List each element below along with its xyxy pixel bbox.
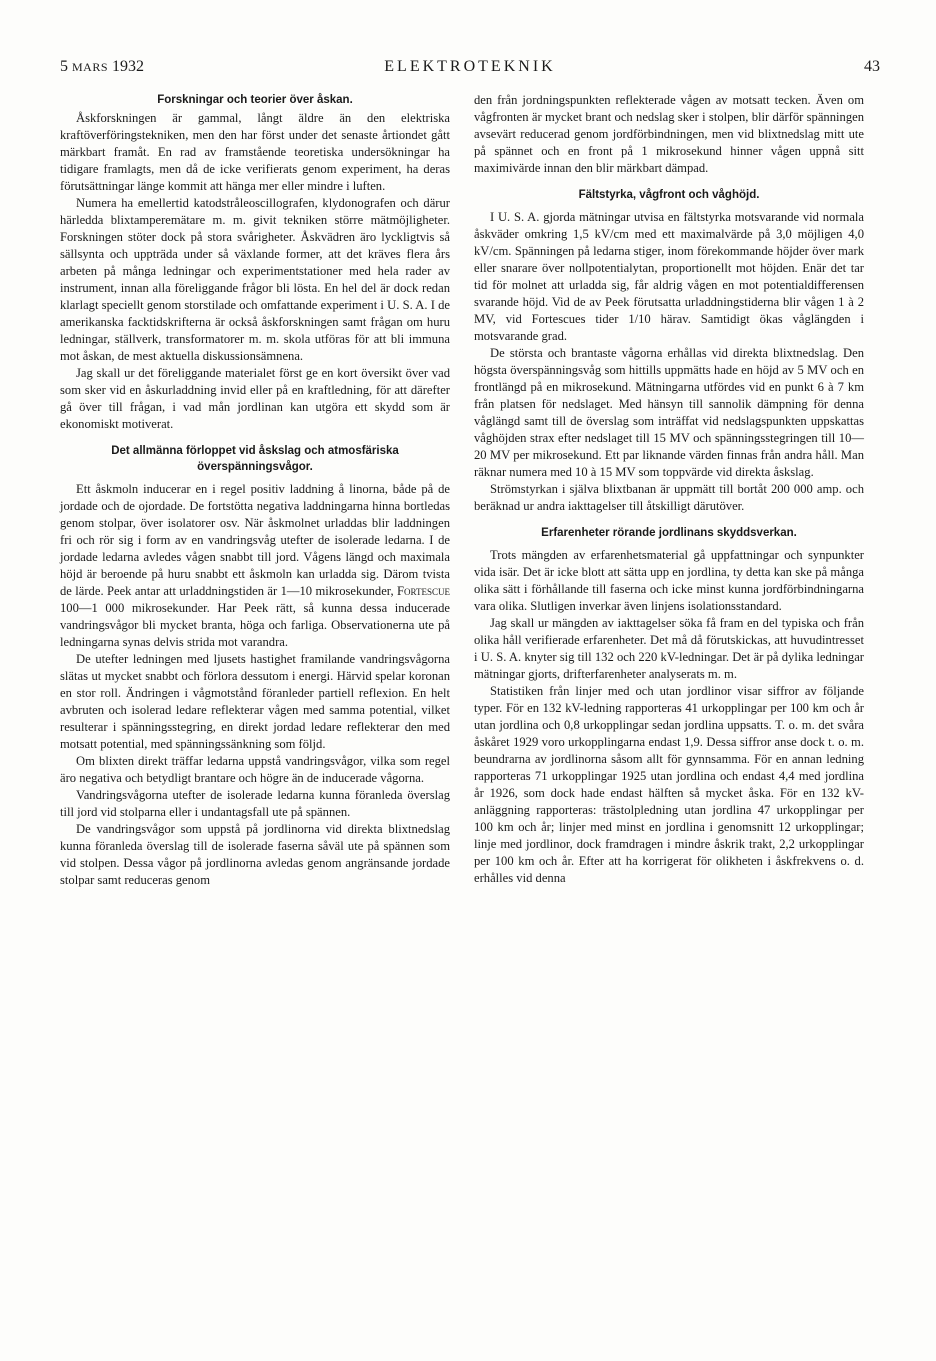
section-heading: Det allmänna förloppet vid åskslag och atmosfäriska överspänningsvågor.: [111, 445, 399, 473]
issue-date: 5 MARS 1932: [60, 58, 145, 75]
paragraph: Trots mängden av erfarenhetsmaterial gå uppfattningar och synpunkter vida isär. Det är icke blott att sätta upp en jordlina, ty detta kan ske på många olika sätt i förhållande till faserna och icke minst kunna jordförbindningarna vara olika. Slutligen inverkar även linjens isolationsstandard.: [474, 548, 864, 613]
journal-title: ELEKTROTEKNIK: [384, 58, 556, 75]
section-heading: Forskningar och teorier över åskan.: [157, 94, 353, 106]
paragraph: Ett åskmoln inducerar en i regel positiv laddning å linorna, både på de jordade och de ojordade. De fortstötta negativa laddningarna hinna bortledas genom stolpar, över isolatorer osv. När åskmolnet urladdas blir laddningen fri och rör sig i form av en vandringsvåg utefter de isolerade ledarna. I de jordade ledarna avledes vågen snabbt till jord. Vågens längd och maximala höjd är beroende på huru snabbt ett åskmoln kan urladda sig. Därom tvista de lärde. Peek antar att urladdningstiden är 1—10 mikrosekunder, Fortescue 100—1 000 mikrosekunder. Har Peek rätt, så kunna dessa inducerade vandringsvågor bli mycket branta, höga och farliga. Observationerna ute på ledningarna synas delvis strida mot varandra.: [60, 482, 450, 649]
section-heading: Fältstyrka, vågfront och våghöjd.: [578, 189, 760, 201]
paragraph: den från jordningspunkten reflekterade vågen av motsatt tecken. Även om vågfronten är mycket brant och nedslag sker i stolpen, blir därför spänningen avsevärt reducerad genom jordförbindningen, men vid blixtnedslag mitt ute på spännet och en front på 1 mikrosekund hinner vågen uppnå sitt maximivärde innan den blir märkbart dämpad.: [474, 93, 864, 175]
paragraph: De största och brantaste vågorna erhållas vid direkta blixtnedslag. Den högsta överspänningsvåg som hittills uppmätts hade en höjd av 5 MV och en frontlängd på en mikrosekund. Mätningarna utfördes vid en punkt 6 à 7 km från platsen för nedslaget. Med hänsyn till sannolik dämpning för denna våglängd samt till de överslag som inträffat vid nedslagspunkten uppskattas våghöjden strax efter nedslaget till 15 MV och spänningsstegringen till 10—20 MV per mikrosekund. Ett par liknande värden finnas från andra håll. Man räknar numera med 10 à 15 MV som toppvärde vid direkta åskslag.: [474, 346, 864, 479]
left-column: [60, 92, 450, 889]
page-number: 43: [864, 58, 880, 75]
paragraph: Åskforskningen är gammal, långt äldre än den elektriska kraftöverföringstekniken, men den har först under det senaste årtiondet gått märkbart framåt. En rad av framstående teoretiska undersökningar ha tidigare framlagts, men då de icke verifierats genom experiment, ha deras förutsättningar länge kommit att hänga mer eller mindre i luften.: [60, 111, 450, 193]
paragraph: Vandringsvågorna utefter de isolerade ledarna kunna föranleda överslag till jord vid stolparna eller i undantagsfall ute på spännen.: [60, 788, 450, 819]
paragraph: Om blixten direkt träffar ledarna uppstå vandringsvågor, vilka som regel äro negativa och betydligt brantare och högre än de inducerade vågorna.: [60, 754, 450, 785]
author-name: Fortescue: [397, 584, 450, 598]
paragraph: Jag skall ur mängden av iakttagelser söka få fram en del typiska och från olika håll verifierade erfarenheter. Det må då förutskickas, att huvudintresset i U. S. A. knyter sig till 132 och 220 kV-ledningar. Det är på dylika ledningar mätningar gjorts, drifterfarenheter analyserats m. m.: [474, 616, 864, 681]
paragraph: Statistiken från linjer med och utan jordlinor visar siffror av följande typer. För en 132 kV-ledning rapporteras 41 urkopplingar per 100 km och år utan jordlina och 0,8 urkopplingar sedan jordlina uppsatts. T. o. m. det svåra åskåret 1929 voro urkopplingarna endast 1,9. Dessa siffror anse dock t. o. m. beundrarna av jordlinorna såsom allt för gynnsamma. För en annan ledning rapporteras 71 urkopplingar 1925 utan jordlina och endast 4,4 med jordlina år 1926, som dock hade endast hälften så mycket åska. För en 132 kV-anläggning rapporteras: trästolpledning utan jordlina 47 urkopplingar per 100 km och år; linjer med minst en jordlina i genomsnitt 12 urkopplingar; linje med jordlinor, dock framdragen i mindre åskrik trakt, 2,2 urkopplingar per 100 km och år. Efter att ha korrigerat för olikheten i åskfrekvens o. d. erhålles vid denna: [474, 684, 864, 885]
paragraph: De utefter ledningen med ljusets hastighet framilande vandringsvågorna slätas ut mycket snabbt och förlora dessutom i energi. Härvid spelar koronan en stor roll. Ändringen i vågmotstånd föranleder partiell reflexion. En helt avbruten och isolerad ledare reflekterar vågen med samma potential, vilket resulterar i spänningsstegring, en direkt jordad ledare reflekterar den med motsatt potential, med spänningssänkning som följd.: [60, 652, 450, 751]
paragraph: Jag skall ur det föreliggande materialet först ge en kort översikt över vad som sker vid en åskurladdning invid eller på en kraftledning, för att därefter gå över till frågan, i vad mån jordlinan kan utgöra ett skydd som är ekonomiskt motiverat.: [60, 366, 450, 431]
paragraph: Numera ha emellertid katodstråleoscillografen, klydonografen och därur härledda blixtamperemätare m. m. givit tekniken större mätmöjligheter. Forskningen stöter dock på stora svårigheter. Åskvädren äro lyckligtvis så sällsynta och uppträda under så växlande former, att det kräves flera års arbeten på många ledningar och experimentstationer med hela rader av instrument, innan alla föreliggande frågor bli lösta. En hel del är dock redan klarlagt speciellt genom storstilade och omfattande experiment i U. S. A. I de amerikanska facktidskrifterna är också åskforskningen samt frågan om huru ledningar, ställverk, transformatorer m. m. skola utföras för att bli immuna mot åskan, de mest aktuella diskussionsämnena.: [60, 196, 450, 363]
paragraph: De vandringsvågor som uppstå på jordlinorna vid direkta blixtnedslag kunna föranleda överslag till de isolerade faserna såväl ute på spännen som vid stolpen. Dessa vågor på jordlinorna avledas genom angränsande jordade stolpar samt reduceras genom: [60, 822, 450, 887]
section-heading: Erfarenheter rörande jordlinans skyddsverkan.: [541, 527, 797, 539]
right-column: [474, 92, 864, 887]
paragraph: Strömstyrkan i själva blixtbanan är uppmätt till bortåt 200 000 amp. och beräknad ur andra iakttagelser till åtskilligt därutöver.: [474, 482, 864, 513]
paragraph: I U. S. A. gjorda mätningar utvisa en fältstyrka motsvarande vid normala åskväder omkring 1,5 kV/cm med ett maximalvärde på 3,0 möjligen 4,0 kV/cm. Spänningen på ledarna stiger, inom förekommande höjder över mark eller snarare över nollpotentialytan, proportionellt mot höjden. Enär det tar tid för molnet att urladda sig, får aldrig vågen en mot potentialdifferensen svarande höjd. Vid de av Peek förutsatta urladdningstiderna blir vågen 1 à 2 MV, vid Fortescues tider 1/10 härav. Samtidigt ökas våglängden i motsvarande grad.: [474, 210, 864, 343]
page-header: [60, 58, 880, 80]
